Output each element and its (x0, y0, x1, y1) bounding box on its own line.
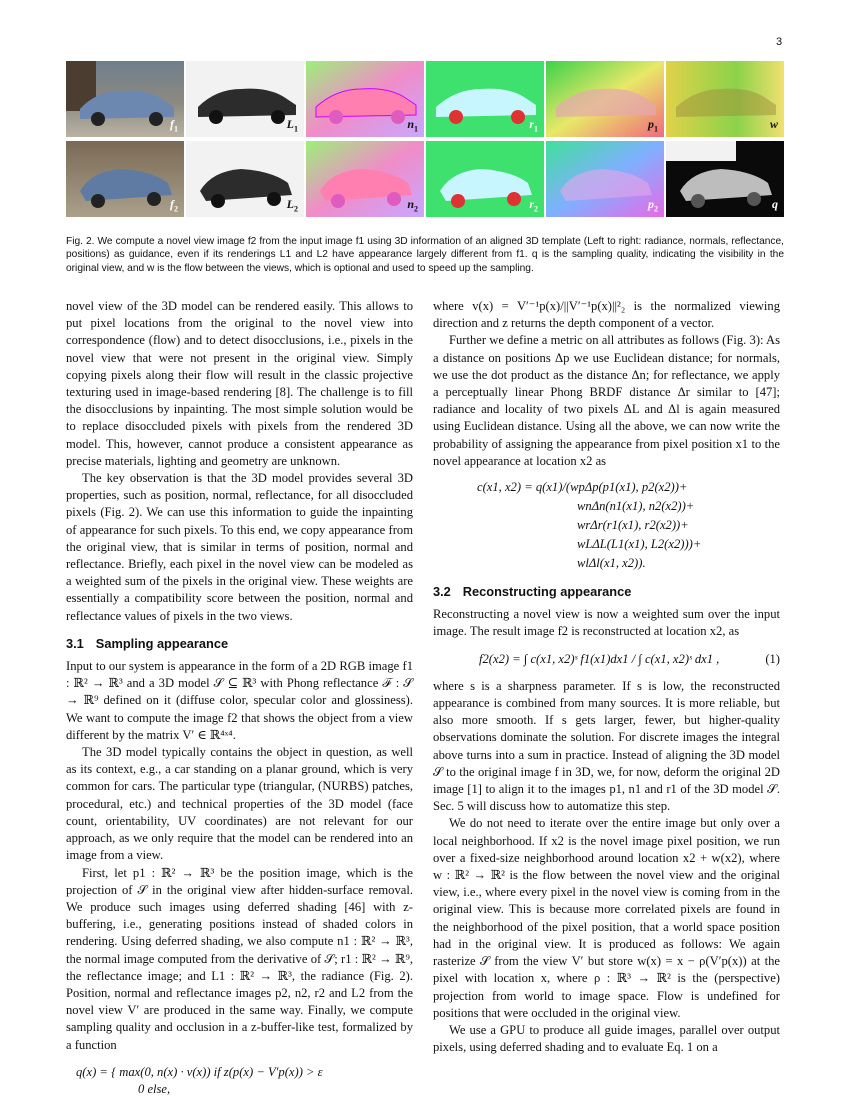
figure-tile-n1 (306, 61, 424, 137)
paragraph: where s is a sharpness parameter. If s is low, the reconstructed appearance is combined from many sources. It is more reliable, but also more smooth. If s gets larger, fewer, but higher-quality observations dominate the solution. For discrete images the integral above turns into a sum in practice. Instead of aligning the 3D model 𝒮 to the original image f in 3D, we, for now, deform the original 2D image [1] to align it to the images p1, n1 and r1 of the 3D model 𝒮. Sec. 5 will discuss how to automatize this step. (433, 678, 780, 814)
paragraph: We do not need to iterate over the entire image but only over a local neighborhood. If x2 is the novel image pixel position, we run over a fixed-size neighborhood around location x2 + w(x2), where w : ℝ² → ℝ² is the flow between the novel view and the original view, i.e., where every pixel in the novel view is coming from in the original view. This is because more correlated pixels are found in the neighborhood of the pixel position, that a world space position had in the original view. It is produced as follows: We again rasterize 𝒮 from the view V′ but store w(x) = x − ρ(V′p(x)) at the pixel with location x, where ρ : ℝ³ → ℝ² is the (perspective) projection from world to image space. Flow is undefined for positions that were occluded in the original view. (433, 816, 780, 1020)
page-number: 3 (776, 36, 783, 48)
figure-tile-r2 (426, 141, 544, 217)
tile-label: $n_1$ (407, 116, 418, 133)
figure-tile-L1 (186, 61, 304, 137)
tile-label: $L_2$ (286, 196, 298, 213)
tile-label: $f_1$ (170, 116, 178, 133)
paragraph: We use a GPU to produce all guide images, parallel over output pixels, using deferred shading and to evaluate Eq. 1 on a (433, 1022, 780, 1055)
right-column (433, 298, 780, 1056)
paragraph: The key observation is that the 3D model provides several 3D properties, such as position, normal, reflectance, for all disoccluded pixels (Fig. 2). We can use this information to guide the inpainting of appearance for such pixels. To this end, we copy appearance from the original view, that is similar in terms of position, normal and reflectance. Briefly, each pixel in the novel view can be modeled as a weighted sum of the pixels in the original view. These weights are essentially a compatibility score between the position, normal and reflectance values of pixels in the two views. (66, 471, 413, 623)
tile-label: $p_1$ (648, 116, 658, 133)
figure-tile-r1 (426, 61, 544, 137)
equation-q: q(x) = { max(0, n(x) · v(x)) if z(p(x) − V′p(x)) > ε 0 else, (76, 1064, 323, 1096)
equation-1: f2(x2) = ∫ c(x1, x2)ˢ f1(x1)dx1 / ∫ c(x1, x2)ˢ dx1 , (1) (479, 651, 780, 666)
tile-label: q (772, 196, 778, 211)
figure-caption: Fig. 2. We compute a novel view image f2 from the input image f1 using 3D information of an aligned 3D template (Left to right: radiance, normals, reflectance, positions) as guidance, even if its renderings L1 and L2 have appearance largely different from f1. q is the sampling quality, indicating the visibility in the original view, and w is the flow between the views, which is optional and used to speed up the sampling. (66, 236, 784, 274)
equation-c: c(x1, x2) = q(x1)/(wpΔp(p1(x1), p2(x2))+ wnΔn(n1(x1), n2(x2))+ wrΔr(r1(x1), r2(x2))+ wLΔL(L1(x1), L2(x2)))+ wlΔl(x1, x2)). (477, 480, 702, 571)
tile-label: w (769, 116, 778, 131)
tile-label: $r_1$ (529, 116, 538, 133)
figure-tile-n2 (306, 141, 424, 217)
tile-label: $r_2$ (529, 196, 538, 213)
figure-tile-L2 (186, 141, 304, 217)
paragraph: novel view of the 3D model can be rendered easily. This allows to put pixel locations from the original to the novel view into correspondence (flow) and to detect disocclusions, i.e., pixels in the novel view that were not present in the original view. Simply copying pixels along their flow will result in the classic projective texturing used in image-based rendering [8]. The challenge is to fill the disocclusions by inpainting. The most simple solution would be to replace disoccluded pixels with pixels from the rendered 3D model. This, however, cannot produce a consistent appearance as precise materials, lighting and geometry are unknown. (66, 299, 413, 468)
tile-label: $n_2$ (407, 196, 418, 213)
tile-label: $L_1$ (286, 116, 298, 133)
figure-tile-p1 (546, 61, 664, 137)
paragraph: Further we define a metric on all attributes as follows (Fig. 3): As a distance on positions Δp we use Euclidean distance; for normals, we use the dot product as the distance Δn; for reflectance, we apply a perceptually linear Phong BRDF distance Δr similar to [47]; radiance and locality of two pixels ΔL and Δl is again measured using Euclidean distance. Using all the above, we can now write the probability of assigning the appearance from pixel position x1 to the novel appearance at location x2 as (433, 333, 780, 468)
figure-tile-p2 (546, 141, 664, 217)
tile-label: $f_2$ (170, 196, 178, 213)
paragraph: Input to our system is appearance in the form of a 2D RGB image f1 : ℝ² → ℝ³ and a 3D model 𝒮 ⊆ ℝ³ with Phong reflectance ℱ : 𝒮 → ℝ⁹ defined on it (diffuse color, specular color and glossiness). We want to compute the image f2 that shows the object from a view different by the matrix V′ ∈ ℝ⁴ˣ⁴. (66, 659, 413, 742)
section-heading-3-2: 3.2 Reconstructing appearance (433, 584, 632, 600)
figure-2 (66, 61, 784, 218)
paragraph: where v(x) = V′⁻¹p(x)/||V′⁻¹p(x)||²₂ is the normalized viewing direction and z returns the depth component of a vector. (433, 299, 780, 331)
section-heading-3-1: 3.1 Sampling appearance (66, 635, 229, 651)
figure-tile-w (666, 61, 784, 137)
tile-label: $p_2$ (648, 196, 658, 213)
figure-tile-f2 (66, 141, 184, 217)
figure-tile-f1 (66, 61, 184, 137)
paragraph: First, let p1 : ℝ² → ℝ³ be the position image, which is the projection of 𝒮 in the original view after hidden-surface removal. We produce such images using deferred shading [46] with z-buffering, i.e., generating positions instead of shaded colors in rendering. Using deferred shading, we also compute n1 : ℝ² → ℝ³, the normal image computed from the derivative of 𝒮; r1 : ℝ² → ℝ⁹, the reflectance image; and L1 : ℝ² → ℝ³, the radiance (Fig. 2). Position, normal and reflectance images p2, n2, r2 and L2 from the novel view V′ are produced in the same way. Finally, we compute sampling quality and occlusion in a z-buffer-like test, formalized by a function (66, 865, 413, 1052)
left-column (66, 298, 413, 1098)
paragraph: The 3D model typically contains the object in question, as well as its context, e.g., a car standing on a planar ground, which is very common for cars. The particular type (triangular, (NURBS) patches, procedural, etc.) and technical properties of the 3D model (face count, orientability, UV coordinates) are not relevant for our approach, as we only require that the model can be rendered into an image from a view. (66, 745, 413, 863)
figure-tile-q (666, 141, 784, 217)
paragraph: Reconstructing a novel view is now a weighted sum over the input image. The result image f2 is reconstructed at location x2, as (433, 607, 780, 639)
